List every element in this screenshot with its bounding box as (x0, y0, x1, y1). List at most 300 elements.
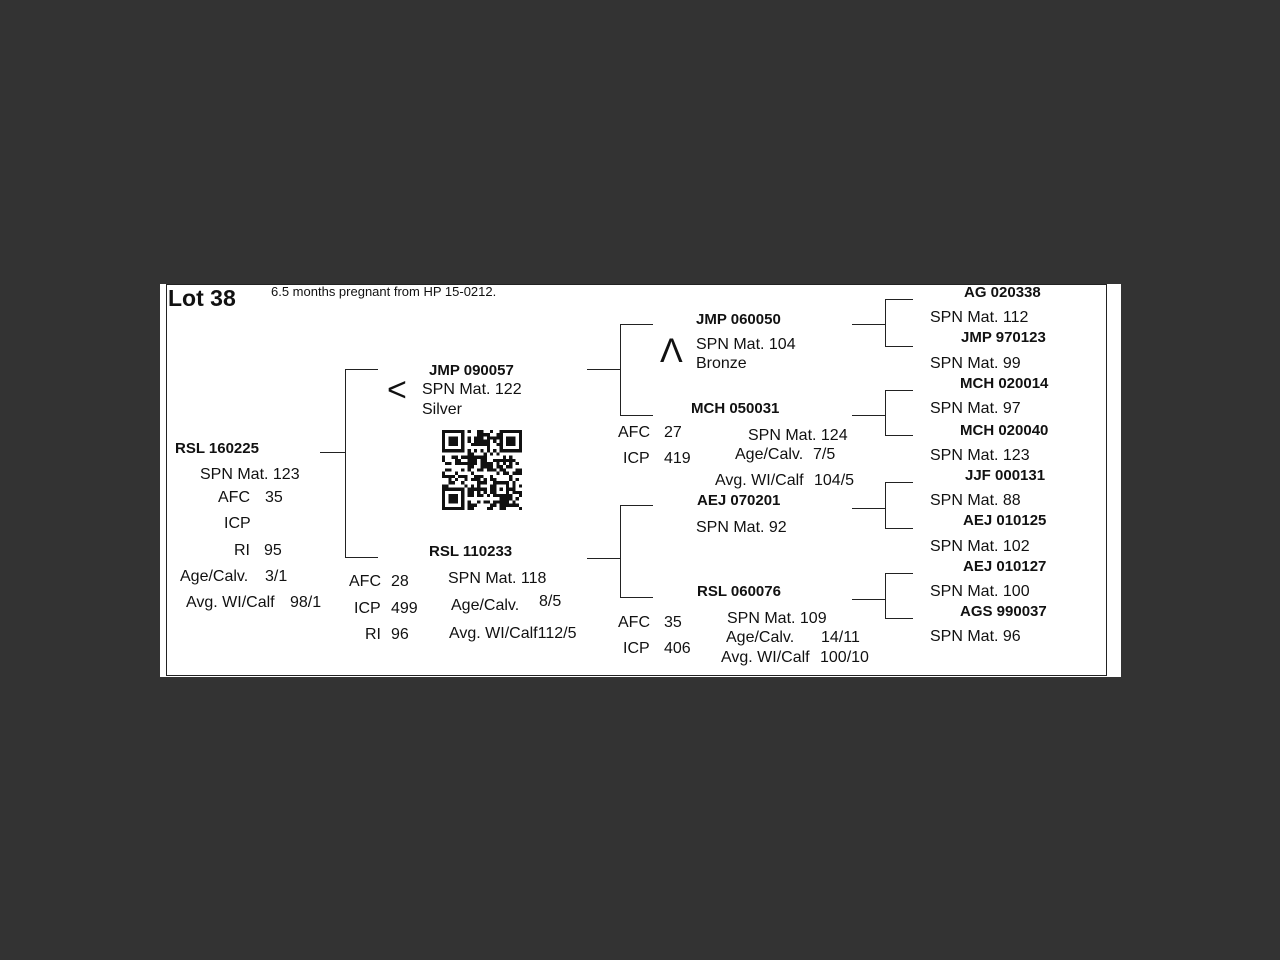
bracket-line (852, 324, 886, 325)
bracket-line (885, 618, 913, 619)
qr-module (448, 462, 451, 465)
qr-module (512, 472, 515, 475)
qr-module (477, 478, 480, 481)
dam-dam-afc-value: 35 (664, 614, 682, 631)
great-grandparent-spn-mat: SPN Mat. 96 (930, 628, 1021, 645)
bracket-line (620, 415, 653, 416)
qr-module (442, 504, 445, 507)
bracket-line (885, 390, 913, 391)
qr-module (477, 500, 480, 503)
qr-module (468, 452, 471, 455)
qr-module (442, 497, 445, 500)
subject-agecalv-value: 3/1 (265, 568, 288, 585)
subject-avgwi-label: Avg. WI/Calf (186, 594, 275, 611)
qr-module (477, 443, 480, 446)
qr-module (452, 500, 455, 503)
qr-module (484, 478, 487, 481)
qr-module (506, 465, 509, 468)
qr-module (474, 456, 477, 459)
qr-module (471, 478, 474, 481)
sire-dam-afc-label: AFC (618, 424, 650, 441)
qr-module (487, 449, 490, 452)
great-grandparent-spn-mat: SPN Mat. 123 (930, 447, 1030, 464)
qr-module (506, 443, 509, 446)
bracket-line (885, 482, 913, 483)
qr-module (500, 481, 503, 484)
qr-module (506, 436, 509, 439)
qr-module (509, 478, 512, 481)
qr-module (461, 443, 464, 446)
qr-module (448, 497, 451, 500)
dam-dam-agecalv-value: 14/11 (821, 629, 860, 646)
qr-module (468, 462, 471, 465)
qr-module (496, 465, 499, 468)
subject-agecalv-label: Age/Calv. (180, 568, 249, 585)
qr-module (490, 452, 493, 455)
qr-module (442, 494, 445, 497)
qr-module (452, 449, 455, 452)
qr-module (477, 475, 480, 478)
qr-module (519, 449, 522, 452)
qr-module (519, 507, 522, 510)
qr-module (445, 468, 448, 471)
qr-module (471, 504, 474, 507)
bracket-line (345, 557, 378, 558)
qr-module (477, 481, 480, 484)
qr-module (484, 440, 487, 443)
qr-module (461, 440, 464, 443)
subject-afc-value: 35 (265, 489, 283, 506)
qr-module (484, 500, 487, 503)
qr-module (503, 481, 506, 484)
qr-module (477, 488, 480, 491)
qr-module (500, 449, 503, 452)
qr-module (500, 468, 503, 471)
qr-module (500, 494, 503, 497)
qr-module (496, 481, 499, 484)
qr-module (503, 500, 506, 503)
qr-module (516, 497, 519, 500)
qr-module (484, 488, 487, 491)
qr-module (480, 456, 483, 459)
qr-module (516, 449, 519, 452)
qr-module (452, 481, 455, 484)
qr-module (468, 456, 471, 459)
qr-module (506, 494, 509, 497)
qr-module (455, 459, 458, 462)
qr-module (493, 500, 496, 503)
qr-module (487, 500, 490, 503)
qr-module (509, 443, 512, 446)
pedigree-document (160, 284, 1121, 677)
qr-module (455, 497, 458, 500)
qr-module (468, 491, 471, 494)
qr-module (461, 491, 464, 494)
qr-module (519, 433, 522, 436)
qr-module (509, 436, 512, 439)
qr-module (477, 491, 480, 494)
qr-module (452, 475, 455, 478)
bracket-line (620, 597, 653, 598)
qr-module (484, 456, 487, 459)
qr-module (487, 462, 490, 465)
qr-module (512, 481, 515, 484)
qr-module (452, 488, 455, 491)
sire-dam-id: MCH 050031 (691, 400, 780, 417)
qr-module (461, 446, 464, 449)
qr-module (448, 440, 451, 443)
qr-module (455, 449, 458, 452)
bracket-line (587, 369, 621, 370)
qr-module (519, 443, 522, 446)
qr-module (503, 504, 506, 507)
great-grandparent-id: MCH 020040 (960, 422, 1049, 439)
qr-module (468, 488, 471, 491)
qr-module (455, 462, 458, 465)
qr-module (509, 465, 512, 468)
qr-module (461, 494, 464, 497)
qr-module (458, 430, 461, 433)
qr-module (509, 488, 512, 491)
sire-dam-icp-label: ICP (623, 450, 650, 467)
qr-module (500, 465, 503, 468)
qr-module (455, 500, 458, 503)
qr-module (509, 504, 512, 507)
qr-module (490, 465, 493, 468)
qr-module (461, 481, 464, 484)
qr-module (474, 436, 477, 439)
qr-module (512, 436, 515, 439)
bracket-line (885, 528, 913, 529)
dam-dam-afc-label: AFC (618, 614, 650, 631)
qr-module (477, 436, 480, 439)
subject-icp-label: ICP (224, 515, 251, 532)
qr-module (509, 494, 512, 497)
qr-module (490, 488, 493, 491)
qr-module (474, 443, 477, 446)
qr-module (455, 494, 458, 497)
qr-module (500, 430, 503, 433)
qr-module (448, 443, 451, 446)
bracket-line (885, 573, 913, 574)
great-grandparent-spn-mat: SPN Mat. 112 (930, 309, 1029, 326)
qr-module (496, 436, 499, 439)
qr-module (506, 484, 509, 487)
qr-module (519, 494, 522, 497)
dam-dam-icp-label: ICP (623, 640, 650, 657)
dam-dam-icp-value: 406 (664, 640, 691, 657)
qr-module (471, 491, 474, 494)
qr-module (512, 459, 515, 462)
qr-module (484, 481, 487, 484)
qr-module (461, 475, 464, 478)
qr-module (480, 433, 483, 436)
qr-module (506, 459, 509, 462)
qr-module (496, 500, 499, 503)
qr-module (442, 440, 445, 443)
qr-module (461, 456, 464, 459)
qr-module (487, 436, 490, 439)
qr-module (512, 500, 515, 503)
qr-module (496, 452, 499, 455)
great-grandparent-spn-mat: SPN Mat. 88 (930, 492, 1021, 509)
qr-module (452, 430, 455, 433)
qr-module (448, 449, 451, 452)
great-grandparent-id: MCH 020014 (960, 375, 1049, 392)
sire-dam-icp-value: 419 (664, 450, 691, 467)
qr-module (458, 475, 461, 478)
sire-dam-agecalv-value: 7/5 (813, 446, 836, 463)
dam-avgwi: Avg. WI/Calf112/5 (449, 625, 577, 642)
qr-module (474, 440, 477, 443)
qr-module (480, 481, 483, 484)
qr-module (487, 440, 490, 443)
qr-module (516, 430, 519, 433)
qr-module (519, 446, 522, 449)
qr-module (442, 436, 445, 439)
qr-module (455, 430, 458, 433)
qr-module (477, 494, 480, 497)
qr-module (516, 472, 519, 475)
qr-module (503, 430, 506, 433)
qr-module (480, 494, 483, 497)
qr-module (468, 436, 471, 439)
qr-module (445, 462, 448, 465)
qr-module (490, 507, 493, 510)
bracket-line (620, 324, 653, 325)
sire-sire-symbol: Λ (660, 332, 683, 370)
qr-module (442, 446, 445, 449)
qr-module (448, 500, 451, 503)
qr-module (512, 484, 515, 487)
qr-module (468, 468, 471, 471)
qr-module (480, 440, 483, 443)
qr-module (493, 440, 496, 443)
qr-module (471, 488, 474, 491)
sire-id: JMP 090057 (429, 362, 514, 379)
great-grandparent-spn-mat: SPN Mat. 99 (930, 355, 1021, 372)
dam-ri-value: 96 (391, 626, 409, 643)
qr-module (516, 491, 519, 494)
qr-module (512, 491, 515, 494)
qr-module (493, 459, 496, 462)
qr-module (471, 484, 474, 487)
qr-module (500, 443, 503, 446)
qr-module (461, 507, 464, 510)
qr-module (455, 436, 458, 439)
qr-module (468, 507, 471, 510)
great-grandparent-id: JJF 000131 (965, 467, 1046, 484)
qr-module (442, 472, 445, 475)
qr-module (484, 433, 487, 436)
qr-module (461, 449, 464, 452)
bracket-line (885, 299, 886, 347)
bracket-line (345, 369, 378, 370)
qr-module (452, 497, 455, 500)
qr-module (455, 456, 458, 459)
qr-module (480, 459, 483, 462)
qr-module (471, 472, 474, 475)
great-grandparent-id: AEJ 010125 (963, 512, 1047, 529)
qr-module (487, 468, 490, 471)
qr-module (464, 484, 467, 487)
qr-module (493, 436, 496, 439)
qr-module (500, 507, 503, 510)
sire-symbol: < (387, 371, 407, 409)
dam-afc-label: AFC (349, 573, 381, 590)
qr-module (503, 456, 506, 459)
qr-module (480, 436, 483, 439)
qr-module (496, 472, 499, 475)
qr-module (442, 475, 445, 478)
qr-module (509, 497, 512, 500)
qr-module (490, 484, 493, 487)
subject-ri-value: 95 (264, 542, 282, 559)
qr-module (452, 456, 455, 459)
qr-module (484, 443, 487, 446)
qr-module (448, 475, 451, 478)
qr-module (455, 472, 458, 475)
qr-module (487, 507, 490, 510)
qr-module (480, 443, 483, 446)
qr-module (487, 433, 490, 436)
qr-module (458, 488, 461, 491)
qr-module (503, 494, 506, 497)
qr-module (448, 481, 451, 484)
qr-module (455, 478, 458, 481)
qr-module (442, 443, 445, 446)
bracket-line (320, 452, 345, 453)
qr-module (445, 484, 448, 487)
qr-module (484, 452, 487, 455)
qr-module (448, 430, 451, 433)
qr-module (506, 504, 509, 507)
bracket-line (852, 508, 886, 509)
bracket-line (885, 482, 886, 529)
dam-agecalv-value: 8/5 (539, 593, 562, 610)
qr-module (484, 465, 487, 468)
qr-module (448, 507, 451, 510)
qr-module (468, 494, 471, 497)
qr-module (442, 433, 445, 436)
qr-code-icon (442, 430, 522, 510)
qr-module (506, 449, 509, 452)
qr-module (464, 478, 467, 481)
qr-module (516, 478, 519, 481)
qr-module (493, 468, 496, 471)
dam-icp-label: ICP (354, 600, 381, 617)
qr-module (503, 507, 506, 510)
sire-dam-agecalv-label: Age/Calv. (735, 446, 804, 463)
subject-id: RSL 160225 (175, 440, 259, 457)
qr-module (464, 456, 467, 459)
qr-module (519, 491, 522, 494)
qr-module (442, 449, 445, 452)
qr-module (512, 430, 515, 433)
qr-module (471, 452, 474, 455)
qr-module (487, 494, 490, 497)
qr-module (490, 504, 493, 507)
qr-module (506, 488, 509, 491)
qr-module (458, 462, 461, 465)
qr-module (500, 488, 503, 491)
qr-module (468, 459, 471, 462)
qr-module (519, 472, 522, 475)
qr-module (490, 491, 493, 494)
qr-module (493, 449, 496, 452)
qr-module (471, 494, 474, 497)
great-grandparent-spn-mat: SPN Mat. 97 (930, 400, 1021, 417)
qr-module (493, 491, 496, 494)
qr-module (477, 484, 480, 487)
qr-module (506, 440, 509, 443)
great-grandparent-id: JMP 970123 (961, 329, 1046, 346)
dam-dam-avgwi-label: Avg. WI/Calf (721, 649, 810, 666)
qr-module (448, 436, 451, 439)
great-grandparent-id: AG 020338 (964, 284, 1041, 301)
qr-module (509, 462, 512, 465)
bracket-line (885, 390, 886, 436)
qr-module (500, 497, 503, 500)
qr-module (461, 462, 464, 465)
qr-module (474, 475, 477, 478)
qr-module (484, 459, 487, 462)
dam-dam-spn-mat: SPN Mat. 109 (727, 610, 827, 627)
qr-module (452, 507, 455, 510)
bracket-line (620, 505, 621, 598)
dam-icp-value: 499 (391, 600, 418, 617)
qr-module (480, 468, 483, 471)
qr-module (477, 433, 480, 436)
qr-module (448, 488, 451, 491)
qr-module (512, 488, 515, 491)
qr-module (452, 436, 455, 439)
qr-module (474, 462, 477, 465)
qr-module (500, 436, 503, 439)
dam-spn-mat: SPN Mat. 118 (448, 570, 547, 587)
qr-module (474, 459, 477, 462)
qr-module (519, 436, 522, 439)
qr-module (442, 507, 445, 510)
qr-module (519, 468, 522, 471)
qr-module (487, 443, 490, 446)
qr-module (461, 500, 464, 503)
qr-module (509, 440, 512, 443)
bracket-line (885, 299, 913, 300)
bracket-line (587, 558, 621, 559)
bracket-line (620, 505, 653, 506)
qr-module (503, 459, 506, 462)
sire-dam-spn-mat: SPN Mat. 124 (748, 427, 848, 444)
dam-dam-avgwi-value: 100/10 (820, 649, 869, 666)
qr-module (452, 443, 455, 446)
bracket-line (852, 599, 886, 600)
sire-award: Silver (422, 401, 463, 418)
qr-module (506, 500, 509, 503)
qr-module (506, 491, 509, 494)
qr-module (490, 430, 493, 433)
qr-module (516, 462, 519, 465)
qr-module (503, 497, 506, 500)
qr-module (509, 449, 512, 452)
bracket-line (885, 435, 913, 436)
qr-module (471, 462, 474, 465)
qr-module (455, 507, 458, 510)
qr-module (471, 465, 474, 468)
qr-module (461, 488, 464, 491)
qr-module (519, 484, 522, 487)
qr-module (496, 494, 499, 497)
